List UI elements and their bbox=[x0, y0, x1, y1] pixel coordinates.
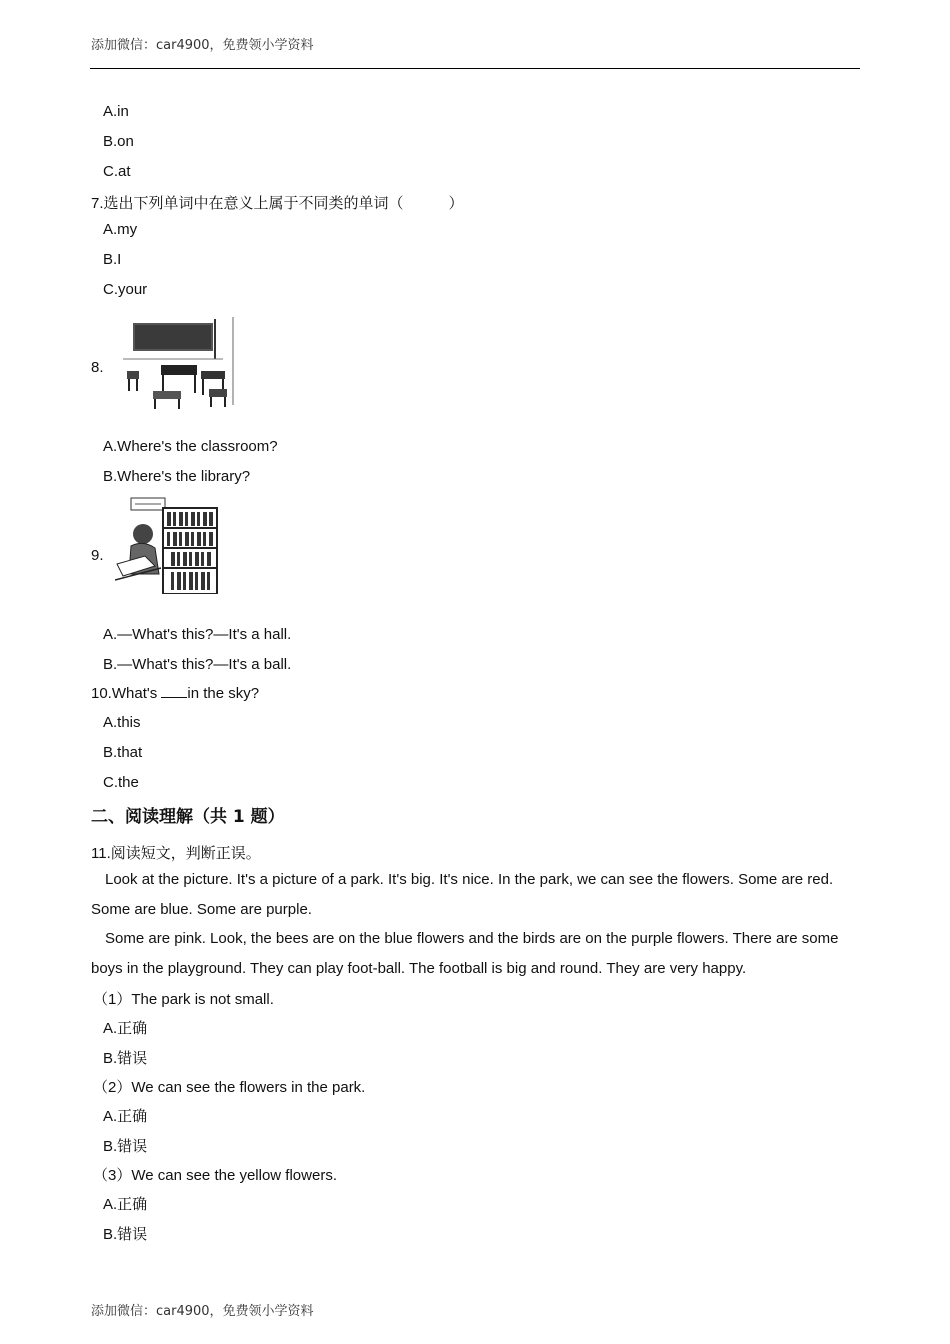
q11-1-option-b: B.错误 bbox=[103, 1050, 148, 1067]
header-divider bbox=[90, 68, 860, 69]
header-text: 添加微信：car4900，免费领小学资料 bbox=[91, 38, 314, 53]
q10-stem-before: 10.What's bbox=[91, 685, 162, 702]
page-footer: 添加微信：car4900，免费领小学资料 bbox=[91, 1304, 314, 1319]
q11-paragraph-2: Some are pink. Look, the bees are on the blue flowers and the birds are on the purple flowers. There are some boys in the playground. They can play foot-ball. The football is big and round. They are very happy. bbox=[91, 930, 839, 977]
q11-paragraph-1: Look at the picture. It's a picture of a park. It's big. It's nice. In the park, we can see the flowers. Some are red. Some are blue. Some are purple. bbox=[91, 871, 834, 918]
q11-sub-question-2: （2）We can see the flowers in the park. bbox=[93, 1079, 366, 1096]
q10-option-b: B.that bbox=[103, 744, 143, 761]
classroom-picture bbox=[123, 315, 247, 411]
q7-option-c: C.your bbox=[103, 281, 148, 298]
q7-option-a: A.my bbox=[103, 221, 138, 238]
q10-stem-after: in the sky? bbox=[187, 685, 260, 702]
q6-option-b: B.on bbox=[103, 133, 134, 150]
q8-number: 8. bbox=[91, 359, 104, 376]
q6-option-c: C.at bbox=[103, 163, 131, 180]
q9-option-b: B.—What's this?—It's a ball. bbox=[103, 656, 292, 673]
q7-option-b: B.I bbox=[103, 251, 122, 268]
q8-option-b: B.Where's the library? bbox=[103, 468, 251, 485]
q10-blank bbox=[161, 685, 187, 698]
q9-number: 9. bbox=[91, 547, 104, 564]
q11-3-option-b: B.错误 bbox=[103, 1226, 148, 1243]
q11-sub-question-3: （3）We can see the yellow flowers. bbox=[93, 1167, 337, 1184]
q11-sub-question-1: （1）The park is not small. bbox=[93, 991, 274, 1008]
q7-stem: 7.选出下列单词中在意义上属于不同类的单词（ ） bbox=[91, 195, 464, 212]
library-picture bbox=[115, 494, 219, 594]
section2-title: 二、阅读理解（共 1 题） bbox=[91, 807, 285, 827]
q11-2-option-a: A.正确 bbox=[103, 1108, 148, 1125]
q11-stem: 11.阅读短文，判断正误。 bbox=[91, 845, 261, 862]
q6-option-a: A.in bbox=[103, 103, 129, 120]
q11-3-option-a: A.正确 bbox=[103, 1196, 148, 1213]
q10-stem bbox=[91, 685, 259, 702]
q8-option-a: A.Where's the classroom? bbox=[103, 438, 278, 455]
q11-1-option-a: A.正确 bbox=[103, 1020, 148, 1037]
q10-option-a: A.this bbox=[103, 714, 141, 731]
q11-2-option-b: B.错误 bbox=[103, 1138, 148, 1155]
q10-option-c: C.the bbox=[103, 774, 139, 791]
q9-option-a: A.—What's this?—It's a hall. bbox=[103, 626, 292, 643]
